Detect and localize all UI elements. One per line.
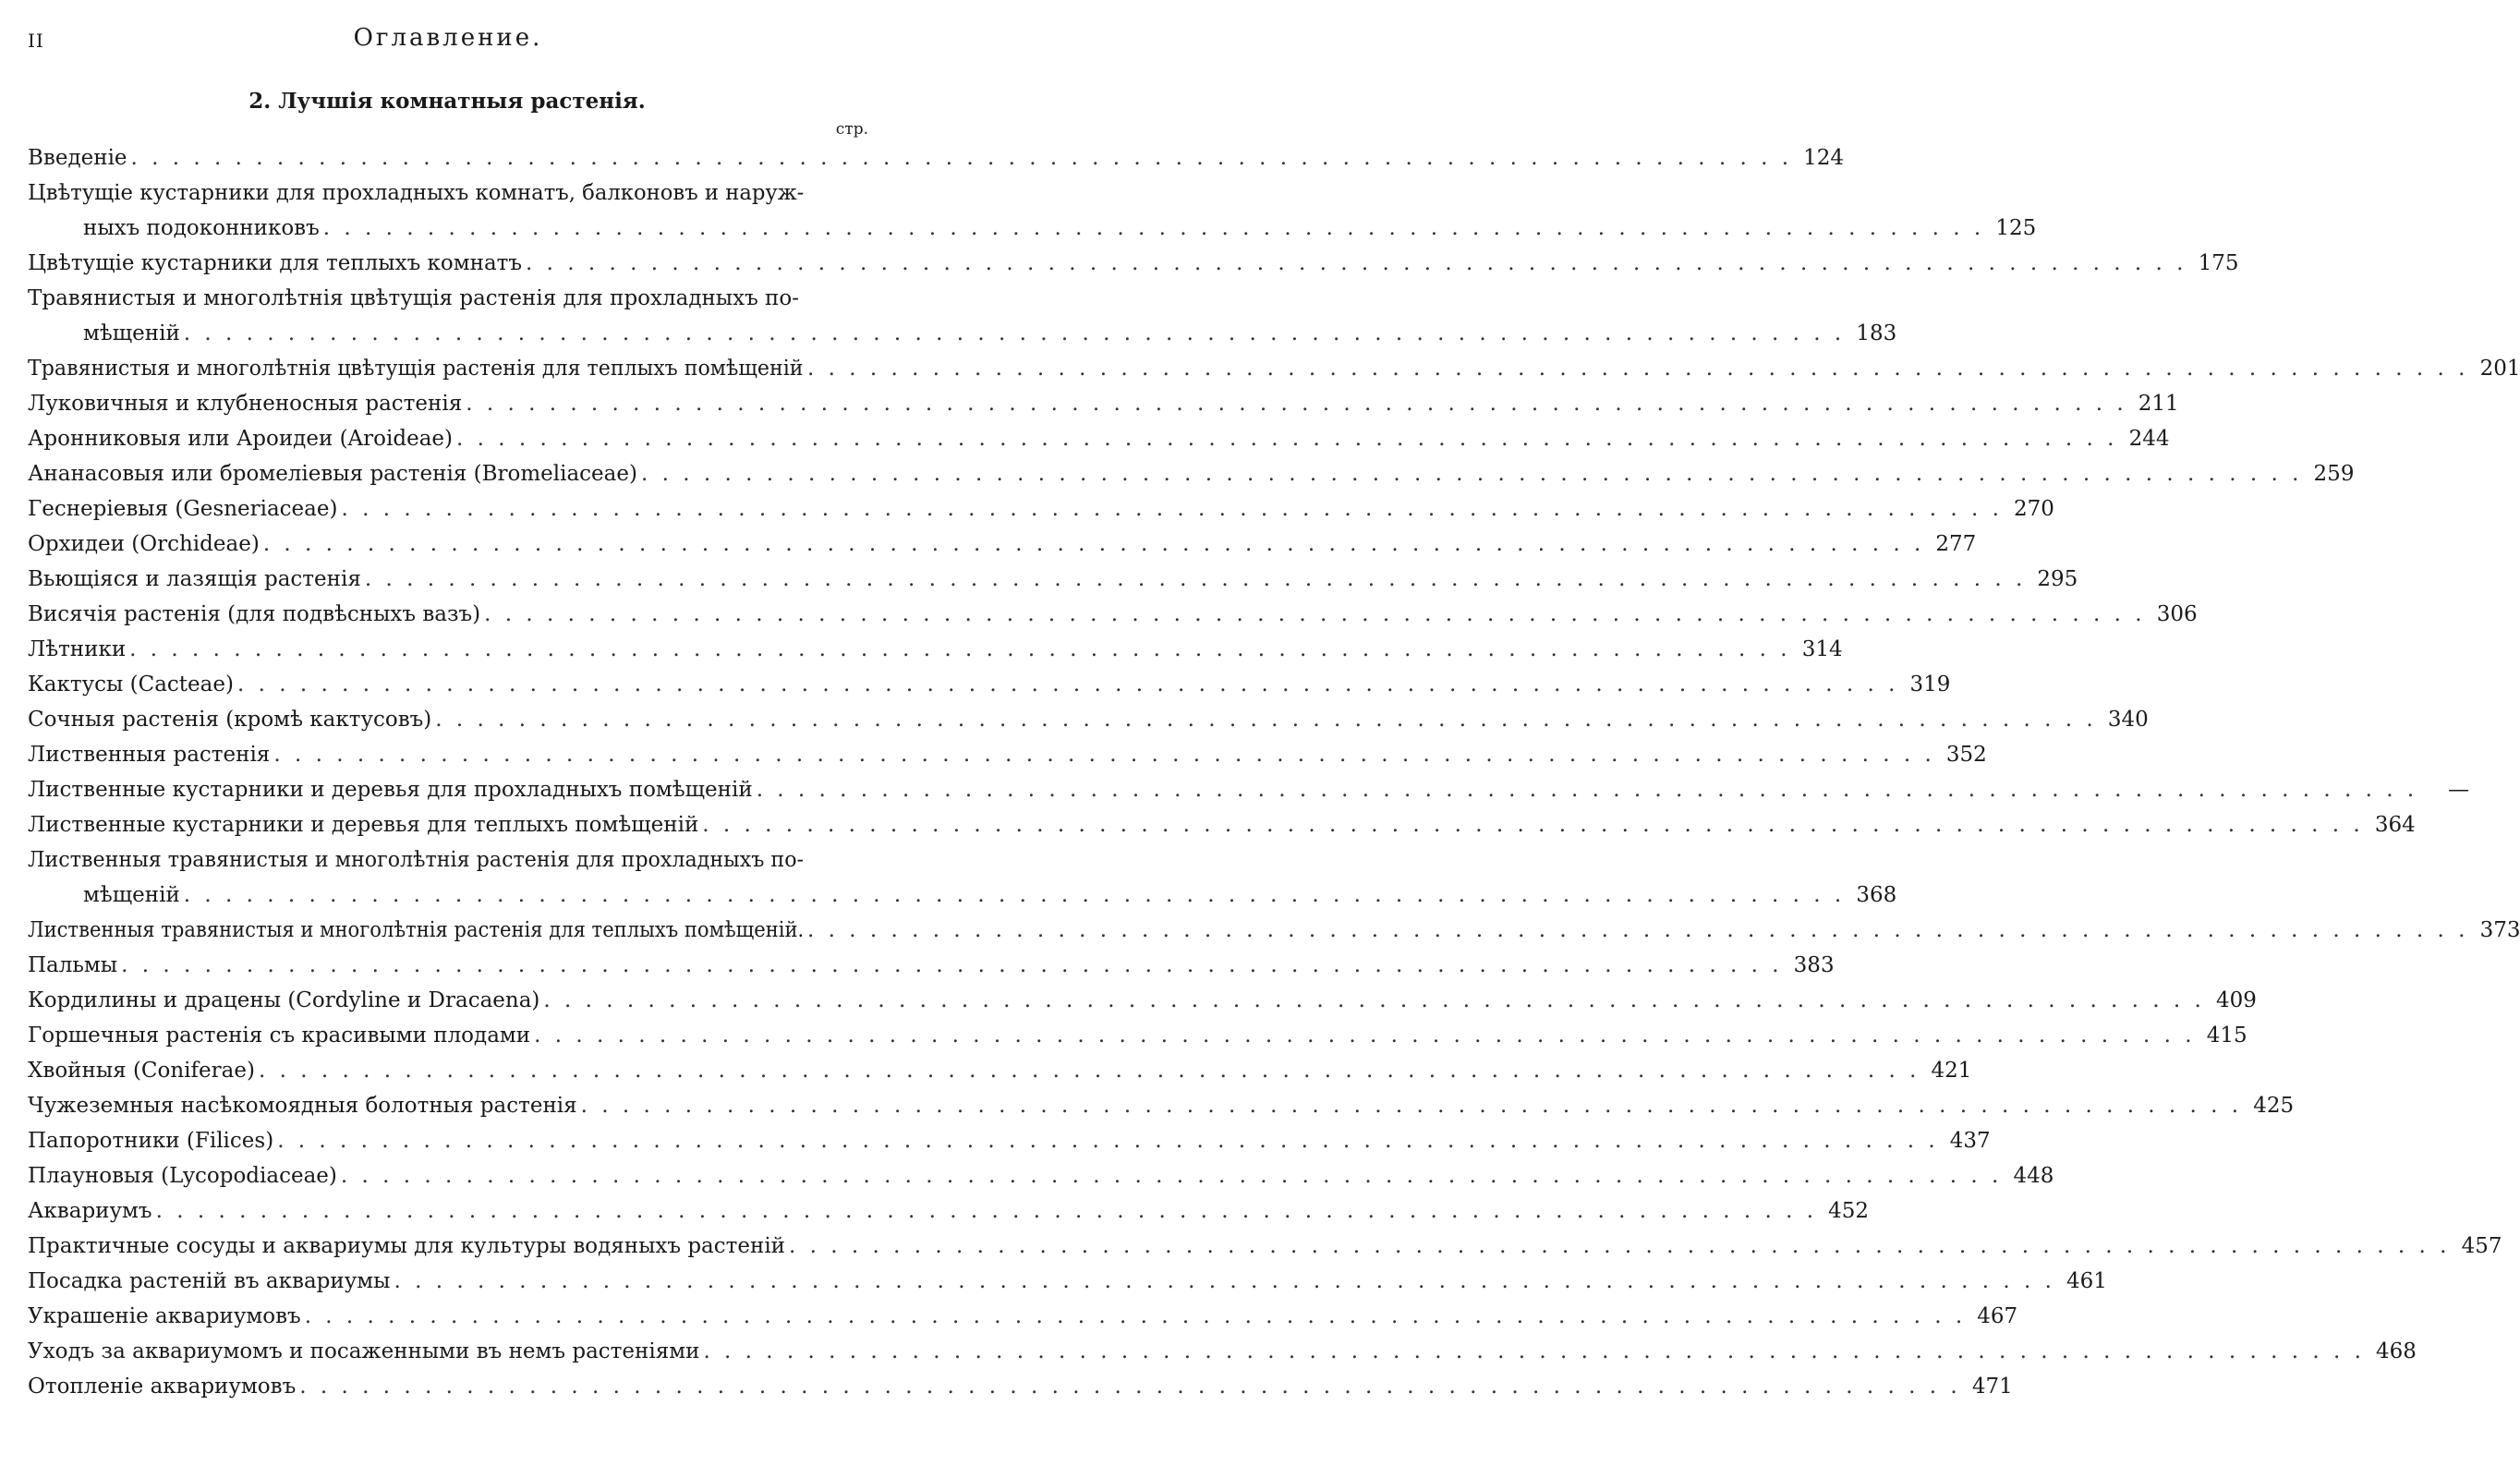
toc-entry-title: Цвѣтущіе кустарники для прохладныхъ комнатъ, балконовъ и наруж- <box>28 181 805 205</box>
toc-line <box>28 1123 1991 1158</box>
toc-line <box>28 1299 2018 1334</box>
toc-line <box>28 737 1987 772</box>
toc-entry-title: Уходъ за аквариумомъ и посаженными въ немъ растеніями <box>28 1339 700 1363</box>
toc-page-number: 425 <box>2253 1094 2295 1118</box>
page-number: II <box>28 30 44 52</box>
toc-entry <box>28 1123 1991 1158</box>
toc-entry-title: Лиственныя растенія <box>28 743 271 767</box>
toc-entry-title: Ананасовыя или бромеліевыя растенія (Bromeliaceae) <box>28 462 637 486</box>
page-column-label: стр. <box>835 120 868 139</box>
toc-page-number: 437 <box>1949 1129 1991 1153</box>
toc-page-number: 259 <box>2313 462 2355 486</box>
dot-leader: . . . . . . . . . . . . . . . . . . . . . . . . . . . . . . . . . . . . . . . . . . . . . . . . . . . . . . . . . . . . . . . . . . . . . . . . . . . . . . . . <box>364 567 2027 591</box>
toc-entry <box>28 842 1897 913</box>
toc-line <box>28 1018 2247 1053</box>
toc-entry-title: Сочныя растенія (кромѣ кактусовъ) <box>28 708 432 732</box>
toc-line <box>28 246 2239 281</box>
toc-page-number: 364 <box>2374 813 2416 837</box>
toc-entry-title: мѣщеній <box>83 321 180 345</box>
toc-entry-title: Плауновыя (Lycopodiaceae) <box>28 1164 337 1188</box>
toc-entry <box>28 421 2170 456</box>
toc-entry-title: Отопленіе аквариумовъ <box>28 1375 297 1399</box>
toc-entry-title: Украшеніе аквариумовъ <box>28 1304 301 1328</box>
toc-line <box>28 1264 2107 1299</box>
toc-line <box>28 176 868 211</box>
running-title: Оглавление. <box>353 24 543 52</box>
toc-entry <box>28 1334 2417 1369</box>
toc-entry-title: Луковичныя и клубненосныя растенія <box>28 392 463 416</box>
toc-line <box>28 140 1845 176</box>
toc-entry-title: Геснеріевыя (Gesneriaceae) <box>28 497 338 521</box>
toc-line <box>28 1053 1972 1088</box>
dot-leader: . . . . . . . . . . . . . . . . . . . . . . . . . . . . . . . . . . . . . . . . . . . . . . . . . . . . . . . . . . . . . . . . . . . . . . . . . . . . . . . . <box>526 251 2187 275</box>
toc-entry-title: Чужеземныя насѣкомоядныя болотныя растенія <box>28 1094 577 1118</box>
dot-leader: . . . . . . . . . . . . . . . . . . . . . . . . . . . . . . . . . . . . . . . . . . . . . . . . . . . . . . . . . . . . . . . . . . . . . . . . . . . . . . . . <box>394 1269 2055 1293</box>
toc-line <box>28 948 1835 983</box>
toc-entry-title: Практичные сосуды и аквариумы для культуры водяныхъ растеній <box>28 1234 786 1258</box>
toc-page-number: 468 <box>2376 1339 2417 1363</box>
toc-page-number: 373 <box>2479 918 2520 942</box>
page-header <box>28 20 868 57</box>
toc-entry-title: Аронниковыя или Ароидеи (Aroideae) <box>28 427 453 451</box>
dot-leader: . . . . . . . . . . . . . . . . . . . . . . . . . . . . . . . . . . . . . . . . . . . . . . . . . . . . . . . . . . . . . . . . . . . . . . . . . . . . . . . . <box>484 602 2146 626</box>
toc-line <box>28 1369 2013 1404</box>
toc-entry <box>28 140 1845 176</box>
toc-line <box>28 842 868 878</box>
toc-entry-title: Введеніе <box>28 146 127 170</box>
toc-entry <box>28 807 2416 842</box>
toc-entry <box>28 562 2078 597</box>
dot-leader: . . . . . . . . . . . . . . . . . . . . . . . . . . . . . . . . . . . . . . . . . . . . . . . . . . . . . . . . . . . . . . . . . . . . . . . . . . . . . . . . <box>789 1234 2451 1258</box>
toc-entry-title: Травянистыя и многолѣтнія цвѣтущія растенія для теплыхъ помѣщеній <box>28 357 804 381</box>
toc-page-number: 314 <box>1801 637 1843 661</box>
dot-leader: . . . . . . . . . . . . . . . . . . . . . . . . . . . . . . . . . . . . . . . . . . . . . . . . . . . . . . . . . . . . . . . . . . . . . . . . . . . . . . . . <box>466 392 2127 416</box>
toc-entry <box>28 491 2054 527</box>
toc-line <box>28 667 1951 702</box>
toc-entry-title: Горшечныя растенія съ красивыми плодами <box>28 1024 531 1048</box>
toc-entry-title: Лиственные кустарники и деревья для прохладныхъ помѣщеній <box>28 778 753 802</box>
toc-page-number: 471 <box>1971 1375 2013 1399</box>
toc-entry <box>28 667 1951 702</box>
toc-entry <box>28 1053 1972 1088</box>
toc-entry <box>28 1369 2013 1404</box>
toc-line <box>28 702 2149 737</box>
toc-entry <box>28 176 2037 246</box>
toc-line <box>28 316 1897 351</box>
toc-entry <box>28 1158 2054 1193</box>
toc-entry <box>28 948 1835 983</box>
dot-leader: . . . . . . . . . . . . . . . . . . . . . . . . . . . . . . . . . . . . . . . . . . . . . . . . . . . . . . . . . . . . . . . . . . . . . . . . . . . . . . . . <box>277 1129 1939 1153</box>
toc-page-number: 124 <box>1803 146 1845 170</box>
toc-line <box>28 1229 2502 1264</box>
toc-entry <box>28 737 1987 772</box>
toc-entry <box>28 1088 2295 1123</box>
dot-leader: . . . . . . . . . . . . . . . . . . . . . . . . . . . . . . . . . . . . . . . . . . . . . . . . . . . . . . . . . . . . . . . . . . . . . . . . . . . . . . . . <box>129 637 1791 661</box>
toc-line <box>28 1088 2295 1123</box>
toc-entry <box>28 597 2198 632</box>
toc-page-number: 421 <box>1931 1059 1972 1083</box>
dot-leader: . . . . . . . . . . . . . . . . . . . . . . . . . . . . . . . . . . . . . . . . . . . . . . . . . . . . . . . . . . . . . . . . . . . . . . . . . . . . . . . . <box>702 813 2364 837</box>
dot-leader: . . . . . . . . . . . . . . . . . . . . . . . . . . . . . . . . . . . . . . . . . . . . . . . . . . . . . . . . . . . . . . . . . . . . . . . . . . . . . . . . <box>640 462 2303 486</box>
toc-line <box>28 1158 2054 1193</box>
toc-line <box>28 807 2416 842</box>
dot-leader: . . . . . . . . . . . . . . . . . . . . . . . . . . . . . . . . . . . . . . . . . . . . . . . . . . . . . . . . . . . . . . . . . . . . . . . . . . . . . . . . <box>341 497 2003 521</box>
toc-entry <box>28 527 1977 562</box>
toc-page-number: 383 <box>1793 953 1835 977</box>
toc-entry-title: мѣщеній <box>83 883 180 907</box>
dot-leader: . . . . . . . . . . . . . . . . . . . . . . . . . . . . . . . . . . . . . . . . . . . . . . . . . . . . . . . . . . . . . . . . . . . . . . . . . . . . . . . . <box>456 427 2118 451</box>
toc-page-number: 452 <box>1828 1199 1870 1223</box>
toc-entry-title: Лиственныя травянистыя и многолѣтнія растенія для прохладныхъ по- <box>28 848 805 872</box>
toc-page-number: 306 <box>2156 602 2198 626</box>
toc-page-number: 409 <box>2215 988 2257 1012</box>
toc-page-number: — <box>2448 778 2470 802</box>
table-of-contents <box>28 140 2520 1404</box>
toc-entry-title: Кактусы (Cacteae) <box>28 672 234 697</box>
toc-entry-title: Папоротники (Filices) <box>28 1129 274 1153</box>
dot-leader: . . . . . . . . . . . . . . . . . . . . . . . . . . . . . . . . . . . . . . . . . . . . . . . . . . . . . . . . . . . . . . . . . . . . . . . . . . . . . . . . <box>703 1339 2365 1363</box>
toc-entry <box>28 1299 2018 1334</box>
toc-page-number: 201 <box>2479 357 2520 381</box>
toc-page-number: 270 <box>2014 497 2054 521</box>
toc-entry-title: Вьющіяся и лазящія растенія <box>28 567 361 591</box>
toc-page-number: 211 <box>2138 392 2179 416</box>
toc-entry <box>28 702 2149 737</box>
dot-leader: . . . . . . . . . . . . . . . . . . . . . . . . . . . . . . . . . . . . . . . . . . . . . . . . . . . . . . . . . . . . . . . . . . . . . . . . . . . . . . . . <box>299 1375 1961 1399</box>
toc-entry-title: Кордилины и драцены (Cordyline и Dracaena) <box>28 988 540 1012</box>
toc-line <box>28 983 2257 1018</box>
dot-leader: . . . . . . . . . . . . . . . . . . . . . . . . . . . . . . . . . . . . . . . . . . . . . . . . . . . . . . . . . . . . . . . . . . . . . . . . . . . . . . . . <box>258 1059 1920 1083</box>
toc-line <box>28 772 2470 807</box>
toc-page-number: 244 <box>2128 427 2170 451</box>
toc-line <box>28 1193 1870 1229</box>
toc-page-number: 352 <box>1945 743 1987 767</box>
toc-entry <box>28 913 2520 948</box>
toc-entry-title: Лѣтники <box>28 637 127 661</box>
toc-page-number: 368 <box>1856 883 1897 907</box>
toc-entry <box>28 1193 1870 1229</box>
dot-leader: . . . . . . . . . . . . . . . . . . . . . . . . . . . . . . . . . . . . . . . . . . . . . . . . . . . . . . . . . . . . . . . . . . . . . . . . . . . . . . . . <box>155 1199 1818 1223</box>
toc-entry <box>28 983 2257 1018</box>
toc-entry-title: Орхидеи (Orchideae) <box>28 532 260 556</box>
toc-entry-title: Аквариумъ <box>28 1199 152 1223</box>
toc-line <box>28 527 1977 562</box>
toc-page-number: 467 <box>1977 1304 2018 1328</box>
dot-leader: . . . . . . . . . . . . . . . . . . . . . . . . . . . . . . . . . . . . . . . . . . . . . . . . . . . . . . . . . . . . . . . . . . . . . . . . . . . . . . . . <box>322 216 1985 240</box>
toc-entry-title: Цвѣтущіе кустарники для теплыхъ комнатъ <box>28 251 523 275</box>
toc-entry-title: Посадка растеній въ аквариумы <box>28 1269 391 1293</box>
dot-leader: . . . . . . . . . . . . . . . . . . . . . . . . . . . . . . . . . . . . . . . . . . . . . . . . . . . . . . . . . . . . . . . . . . . . . . . . . . . . . . . . <box>183 883 1846 907</box>
toc-page-number: 125 <box>1995 216 2037 240</box>
toc-entry <box>28 351 2520 386</box>
toc-page-number: 461 <box>2066 1269 2107 1293</box>
dot-leader: . . . . . . . . . . . . . . . . . . . . . . . . . . . . . . . . . . . . . . . . . . . . . . . . . . . . . . . . . . . . . . . . . . . . . . . . . . . . . . . . <box>756 778 2418 802</box>
toc-entry-title: Висячія растенія (для подвѣсныхъ вазъ) <box>28 602 481 626</box>
toc-page-number: 277 <box>1935 532 1977 556</box>
toc-line <box>28 597 2198 632</box>
toc-line <box>28 351 2520 386</box>
toc-line <box>28 456 2355 491</box>
dot-leader: . . . . . . . . . . . . . . . . . . . . . . . . . . . . . . . . . . . . . . . . . . . . . . . . . . . . . . . . . . . . . . . . . . . . . . . . . . . . . . . . <box>130 146 1793 170</box>
dot-leader: . . . . . . . . . . . . . . . . . . . . . . . . . . . . . . . . . . . . . . . . . . . . . . . . . . . . . . . . . . . . . . . . . . . . . . . . . . . . . . . . <box>121 953 1783 977</box>
toc-line <box>28 211 2037 246</box>
section-title: 2. Лучшія комнатныя растенія. <box>248 89 646 114</box>
toc-entry <box>28 1018 2247 1053</box>
dot-leader: . . . . . . . . . . . . . . . . . . . . . . . . . . . . . . . . . . . . . . . . . . . . . . . . . . . . . . . . . . . . . . . . . . . . . . . . . . . . . . . . <box>273 743 1935 767</box>
toc-page-number: 340 <box>2107 708 2149 732</box>
toc-entry-title: Травянистыя и многолѣтнія цвѣтущія растенія для прохладныхъ по- <box>28 286 799 310</box>
toc-page-number: 415 <box>2206 1024 2247 1048</box>
toc-line <box>28 632 1843 667</box>
toc-entry-title: Хвойныя (Coniferae) <box>28 1059 255 1083</box>
toc-line <box>28 913 2520 948</box>
toc-entry <box>28 456 2355 491</box>
toc-entry-title: Лиственные кустарники и деревья для теплыхъ помѣщеній <box>28 813 699 837</box>
toc-entry <box>28 281 1897 351</box>
toc-entry <box>28 632 1843 667</box>
toc-line <box>28 878 1897 913</box>
toc-line <box>28 386 2179 421</box>
dot-leader: . . . . . . . . . . . . . . . . . . . . . . . . . . . . . . . . . . . . . . . . . . . . . . . . . . . . . . . . . . . . . . . . . . . . . . . . . . . . . . . . <box>435 708 2097 732</box>
toc-page-number: 319 <box>1909 672 1951 697</box>
toc-entry <box>28 386 2179 421</box>
toc-page-number: 457 <box>2461 1234 2502 1258</box>
dot-leader: . . . . . . . . . . . . . . . . . . . . . . . . . . . . . . . . . . . . . . . . . . . . . . . . . . . . . . . . . . . . . . . . . . . . . . . . . . . . . . . . <box>183 321 1846 345</box>
toc-entry-title: Лиственныя травянистыя и многолѣтнія растенія для теплыхъ помѣщеній. <box>28 918 805 942</box>
toc-entry-title: Пальмы <box>28 953 118 977</box>
toc-line <box>28 281 868 316</box>
dot-leader: . . . . . . . . . . . . . . . . . . . . . . . . . . . . . . . . . . . . . . . . . . . . . . . . . . . . . . . . . . . . . . . . . . . . . . . . . . . . . . . . <box>236 672 1899 697</box>
dot-leader: . . . . . . . . . . . . . . . . . . . . . . . . . . . . . . . . . . . . . . . . . . . . . . . . . . . . . . . . . . . . . . . . . . . . . . . . . . . . . . . . <box>807 357 2469 381</box>
toc-page-number: 175 <box>2198 251 2239 275</box>
toc-line <box>28 1334 2417 1369</box>
toc-entry <box>28 1229 2502 1264</box>
dot-leader: . . . . . . . . . . . . . . . . . . . . . . . . . . . . . . . . . . . . . . . . . . . . . . . . . . . . . . . . . . . . . . . . . . . . . . . . . . . . . . . . <box>807 918 2469 942</box>
dot-leader: . . . . . . . . . . . . . . . . . . . . . . . . . . . . . . . . . . . . . . . . . . . . . . . . . . . . . . . . . . . . . . . . . . . . . . . . . . . . . . . . <box>304 1304 1967 1328</box>
toc-page-number: 183 <box>1856 321 1897 345</box>
dot-leader: . . . . . . . . . . . . . . . . . . . . . . . . . . . . . . . . . . . . . . . . . . . . . . . . . . . . . . . . . . . . . . . . . . . . . . . . . . . . . . . . <box>580 1094 2243 1118</box>
dot-leader: . . . . . . . . . . . . . . . . . . . . . . . . . . . . . . . . . . . . . . . . . . . . . . . . . . . . . . . . . . . . . . . . . . . . . . . . . . . . . . . . <box>543 988 2205 1012</box>
toc-entry <box>28 1264 2107 1299</box>
dot-leader: . . . . . . . . . . . . . . . . . . . . . . . . . . . . . . . . . . . . . . . . . . . . . . . . . . . . . . . . . . . . . . . . . . . . . . . . . . . . . . . . <box>340 1164 2003 1188</box>
toc-entry <box>28 772 2470 807</box>
toc-line <box>28 491 2054 527</box>
dot-leader: . . . . . . . . . . . . . . . . . . . . . . . . . . . . . . . . . . . . . . . . . . . . . . . . . . . . . . . . . . . . . . . . . . . . . . . . . . . . . . . . <box>262 532 1925 556</box>
toc-line <box>28 562 2078 597</box>
dot-leader: . . . . . . . . . . . . . . . . . . . . . . . . . . . . . . . . . . . . . . . . . . . . . . . . . . . . . . . . . . . . . . . . . . . . . . . . . . . . . . . . <box>534 1024 2196 1048</box>
toc-page-number: 448 <box>2013 1164 2054 1188</box>
toc-entry-title: ныхъ подоконниковъ <box>83 216 320 240</box>
toc-entry <box>28 246 2239 281</box>
toc-line <box>28 421 2170 456</box>
toc-page-number: 295 <box>2037 567 2078 591</box>
